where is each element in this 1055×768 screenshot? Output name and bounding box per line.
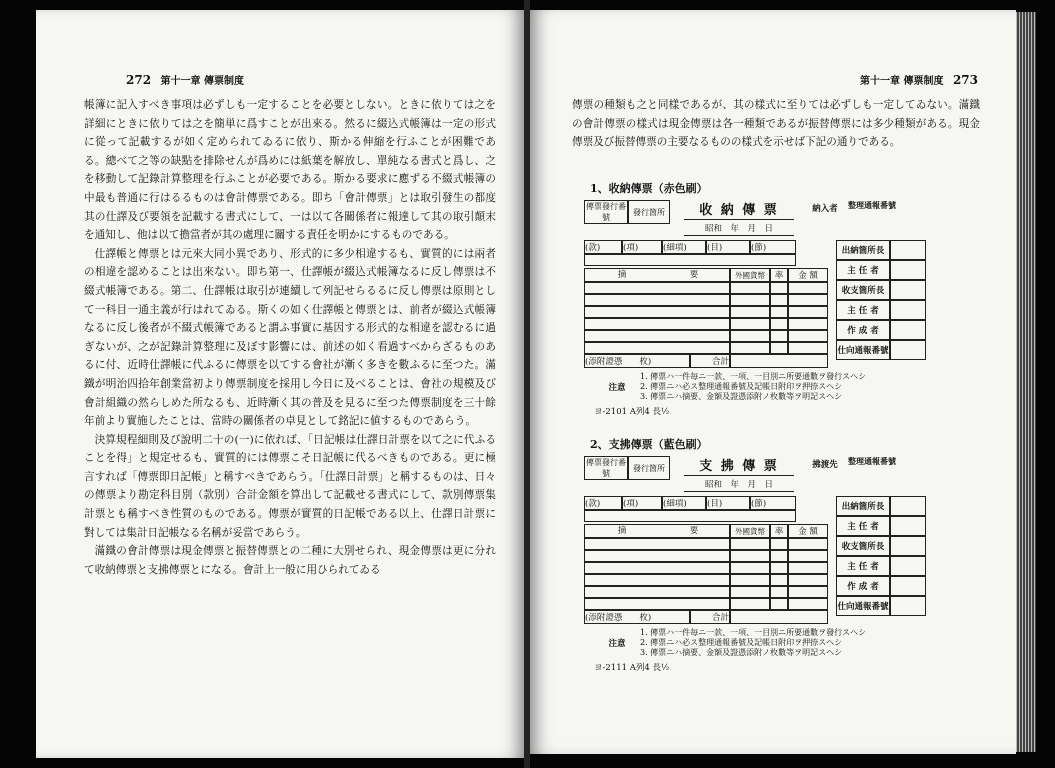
form2-detail-row [788,574,828,586]
form1-detail-row [584,294,730,306]
form2-detail-row [584,550,730,562]
form2-foreign-head: 外國貨幣 [730,524,770,538]
form1-col-kou: (項) [622,240,662,254]
form1-side-1: 主 任 者 [836,260,890,280]
form2-total: 合計 [690,610,730,624]
form2-col-kou: (項) [622,496,662,510]
form1-side-box [890,240,926,260]
form2-side-2: 收支箇所長 [836,536,890,556]
form1-side-box [890,280,926,300]
form2-payer: 拂渡先 [812,460,838,470]
left-running-head [120,72,244,87]
form1-note-1: 2. 傳票ニハ必ス整理通報番號及記帳日附印ヲ押捺スヘシ [640,382,843,391]
form1-col-me: (目) [706,240,750,254]
form1-side-0: 出納箇所長 [836,240,890,260]
form2-total-amount [730,610,828,624]
form1-total-amount [730,354,828,368]
form1-detail-row [788,330,828,342]
form2-rate-head: 率 [770,524,788,538]
form2-detail-row [730,598,770,610]
form2-side-3: 主 任 者 [836,556,890,576]
form2-detail-row [770,574,788,586]
form1-detail-row [770,294,788,306]
form1-detail-row [770,306,788,318]
form1-payer: 納入者 [812,204,838,214]
form2-note-1: 2. 傳票ニハ必ス整理通報番號及記帳日附印ヲ押捺スヘシ [640,638,843,647]
form2-side-box [890,496,926,516]
form2-col-moku: (細項) [662,496,706,510]
form1-issue-place: 發行箇所 [628,200,670,224]
form2-detail-row [788,598,828,610]
form1-detail-row [730,330,770,342]
right-page-number: 273 [952,73,978,87]
form1-blank-row [584,254,796,266]
form1-detail-row [788,306,828,318]
left-paragraph-4: 滿鐵の會計傳票は現金傳票と振替傳票との二種に大別せられ、現金傳票は更に分れて收納傳票と支拂傳票とになる。會計上一般に用ひられてゐる [84,545,496,576]
form2-detail-row [730,538,770,550]
form1-col-setsu: (節) [750,240,796,254]
form2-col-setsu: (節) [750,496,796,510]
form2-detail-row [584,598,730,610]
form1-detail-row [730,318,770,330]
form2-side-box [890,576,926,596]
right-body-text [572,96,980,152]
form1-date: 昭和 年 月 日 [684,222,794,236]
form1-detail-row [730,306,770,318]
form1-tekiyou-head [584,268,730,282]
form1-issue-no: 傳票發行番號 [586,202,626,222]
right-running-head [860,72,984,87]
left-paragraph-1: 帳簿に記入すべき事項は必ずしも一定することを必要としない。ときに依りては之を詳細にときに依りては之を簡単に爲すことが出來る。然るに綴込式帳簿は一定の形式に從って記載するが如く定められてゐるに依り、斯かる伸縮を行ふことが困難である。總べて之等の缺點を排除せんが爲めには紙葉を解放し、單純なる書式と爲し、之を移動して記錄計算整理を行ふことが必要である。斯かる要求に應ずる不綴式帳簿の中最も普通に行はるるものは會計傳票である。即ち「會計傳票」とは取引發生の都度其の仕譯及び要領を記載する書式にして、一は以て各關係者に報達して其の取引顛末を通知し、他は以て擔當者が其の處理に關する責任を明かにするものである。 [84,99,496,242]
form2-detail-row [730,562,770,574]
form2-detail-row [788,550,828,562]
form1-detail-row [584,342,730,354]
form1-caption: 1、收納傳票（赤色刷） [590,182,708,195]
form1-code: ヨ-2101 A列4 長½ [594,407,670,417]
form2-detail-row [584,574,730,586]
right-paragraph-1: 傳票の種類も之と同樣であるが、其の樣式に至りては必ずしも一定してゐない。滿鐵の會計傳票の樣式は現金傳票は各一種類であるが振替傳票には多少種類がある。現金傳票及び振替傳票の主要なるものの樣式を示せば下記の通りである。 [572,99,980,149]
form1-amount-head: 金 額 [788,268,828,282]
form2-note-2: 3. 傳票ニハ摘要、金額及證憑添附ノ枚數等ヲ明記スヘシ [640,648,843,657]
form2-detail-row [788,538,828,550]
form1-side-box [890,260,926,280]
left-body-text [84,96,496,579]
form2-detail-row [730,574,770,586]
form1-col-kan: (款) [584,240,622,254]
form1-detail-row [584,318,730,330]
form2-detail-row [730,550,770,562]
form2-blank-row [584,510,796,522]
page-edges [1016,12,1036,752]
form2-col-me: (目) [706,496,750,510]
form2-detail-row [788,562,828,574]
left-paragraph-3: 決算規程細則及び說明二十の(一)に依れば、「日記帳は仕譯日計票を以て之に代ふることを得」と規定せるも、實質的には傳票こそ日記帳に代るべきものである。更に極言すれば「傳票即日記帳」と稱すべきであらう。「仕譯日計票」と稱するものは、日々の傳票より勘定科目別（款別）合計金額を算出して記載せる書式にして、款別傳票集計票とも稱すべき性質のものである。傳票が實質的日記帳である以上、仕譯日計票に對しては集計日記帳なる名稱が妥當であらう。 [84,433,496,539]
form2-side-1: 主 任 者 [836,516,890,536]
form2-detail-row [584,538,730,550]
form1-side-3: 主 任 者 [836,300,890,320]
form1-detail-row [584,306,730,318]
form2-issue-no: 傳票發行番號 [586,458,626,478]
form2-code: ヨ-2111 A列4 長½ [594,663,670,673]
form1-note-0: 1. 傳票ハ一件毎ニ一款、一項、一目別ニ所要通數ヲ發行スヘシ [640,372,867,381]
form2-detail-row [584,586,730,598]
form2-side-box [890,596,926,616]
form2-detail-row [770,550,788,562]
form1-detail-row [788,282,828,294]
form1-note-label: 注意 [608,383,626,393]
form2-side-4: 作 成 者 [836,576,890,596]
form1-detail-row [730,282,770,294]
form1-foreign-head: 外國貨幣 [730,268,770,282]
right-chapter-title: 第十一章 傳票制度 [859,76,944,87]
form2-detail-row [770,586,788,598]
form2-note-label: 注意 [608,639,626,649]
form2-tekiyou-label: 摘 [617,526,627,536]
left-page [36,10,524,758]
form2-side-box [890,556,926,576]
form1-you-label: 要 [689,270,699,280]
form1-detail-row [584,282,730,294]
right-page [530,10,1016,754]
form1-detail-row [788,294,828,306]
form1-detail-row [770,342,788,354]
form1-col-moku: (細項) [662,240,706,254]
form2-side-box [890,536,926,556]
form1-side-2: 收支箇所長 [836,280,890,300]
form1-side-box [890,300,926,320]
form1-side-5: 仕向通報番號 [836,340,890,360]
form2-detail-row [770,562,788,574]
form2-side-5: 仕向通報番號 [836,596,890,616]
form2-issue-place: 發行箇所 [628,456,670,480]
form1-detail-row [770,282,788,294]
form2-title: 支 拂 傳 票 [684,458,794,476]
form2-detail-row [730,586,770,598]
form2-side-box [890,516,926,536]
form1-title: 收 納 傳 票 [684,202,794,220]
form2-col-kan: (款) [584,496,622,510]
form2-amount-head: 金 額 [788,524,828,538]
form1-detail-row [730,342,770,354]
form1-detail-row [788,342,828,354]
form2-tekiyou-head [584,524,730,538]
left-page-number: 272 [126,73,152,87]
form2-detail-row [788,586,828,598]
form1-total: 合計 [690,354,730,368]
form2-you-label: 要 [689,526,699,536]
form1-detail-row [584,330,730,342]
form1-rate-head: 率 [770,268,788,282]
form1-attach: (添附證憑 枚) [584,354,690,368]
form1-side-box [890,320,926,340]
form2-note-0: 1. 傳票ハ一件毎ニ一款、一項、一目別ニ所要通數ヲ發行スヘシ [640,628,867,637]
form1-tekiyou-label: 摘 [617,270,627,280]
form1-side-box [890,340,926,360]
form2-regno: 整理通報番號 [848,456,896,466]
left-chapter-title: 第十一章 傳票制度 [160,76,245,87]
form1-note-2: 3. 傳票ニハ摘要、金額及證憑添附ノ枚數等ヲ明記スヘシ [640,392,843,401]
form1-detail-row [788,318,828,330]
form1-detail-row [730,294,770,306]
left-paragraph-2: 仕譯帳と傳票とは元來大同小異であり、形式的に多少相違するも、實質的には兩者の相違を認めることは出來ない。即ち第一、仕譯帳が綴込式帳簿なるに反し傳票は不綴式帳簿である。第二、仕譯帳は取引が連續して列記せらるるに反し傳票は原則として一科目一通主義が行はれてゐる。斯くの如く仕譯帳と傳票とは、前者が綴込式帳簿なるに反し後者が不綴式帳簿であると謂ふ事實に基因する形式的な相違を認むるに過ぎないが、之が記錄計算整理に及ぼす影響には、前述の如く看過すべからざるものあるに付、近時仕譯帳に代ふるに傳票を以てする會社が漸く多きを數ふるに至つた。滿鐵が明治四拾年創業當初より傳票制度を採用し今日に及べることは、會社の規模及び會計組織の然らしめた所なるも、近時漸く其の普及を見るに至つた傳票制度を三十餘年前より實施したことは、當時の關係者の卓見として銘記に値するものであらう。 [84,247,496,428]
form1-side-4: 作 成 者 [836,320,890,340]
form1-detail-row [770,318,788,330]
form2-caption: 2、支拂傳票（藍色刷） [590,438,708,451]
form2-detail-row [770,598,788,610]
form1-detail-row [770,330,788,342]
form2-detail-row [584,562,730,574]
form1-regno: 整理通報番號 [848,200,896,210]
form2-side-0: 出納箇所長 [836,496,890,516]
form2-date: 昭和 年 月 日 [684,478,794,492]
form2-detail-row [770,538,788,550]
form2-attach: (添附證憑 枚) [584,610,690,624]
